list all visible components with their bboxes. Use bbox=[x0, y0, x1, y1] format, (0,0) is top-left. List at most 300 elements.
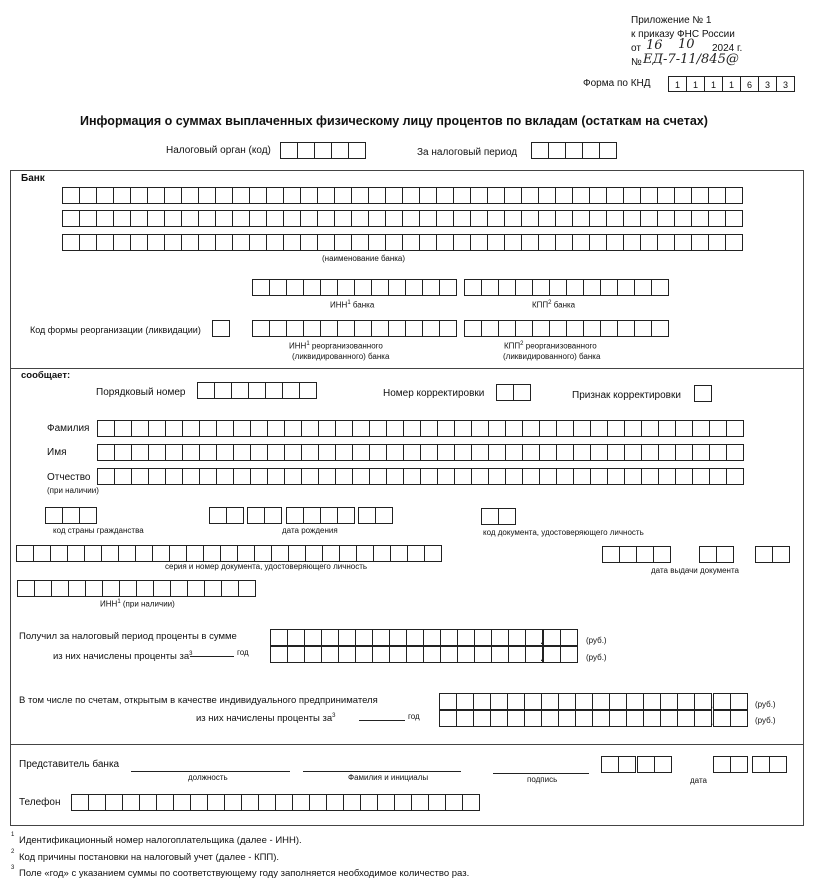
entry-cell[interactable] bbox=[620, 546, 637, 563]
entry-cell[interactable] bbox=[344, 794, 361, 811]
entry-cell[interactable] bbox=[726, 210, 743, 227]
entry-cell[interactable] bbox=[338, 507, 355, 524]
entry-cell[interactable] bbox=[542, 710, 559, 727]
entry-cell[interactable] bbox=[85, 545, 102, 562]
entry-cell[interactable] bbox=[374, 545, 391, 562]
entry-cell[interactable] bbox=[106, 794, 123, 811]
entry-cell[interactable] bbox=[491, 710, 508, 727]
entry-cell[interactable] bbox=[488, 234, 505, 251]
entry-cell[interactable] bbox=[675, 210, 692, 227]
entry-cell[interactable] bbox=[287, 279, 304, 296]
entry-cell[interactable] bbox=[285, 444, 302, 461]
entry-cell[interactable] bbox=[642, 444, 659, 461]
entry-cell[interactable] bbox=[63, 210, 80, 227]
received-kop-cells[interactable] bbox=[543, 629, 578, 646]
entry-cell[interactable] bbox=[446, 794, 463, 811]
entry-cell[interactable] bbox=[773, 546, 790, 563]
entry-cell[interactable] bbox=[302, 444, 319, 461]
entry-cell[interactable] bbox=[272, 545, 289, 562]
doc-issue-month-cells[interactable] bbox=[699, 546, 734, 563]
entry-cell[interactable] bbox=[357, 545, 374, 562]
entry-cell[interactable] bbox=[234, 420, 251, 437]
entry-cell[interactable] bbox=[352, 234, 369, 251]
entry-cell[interactable] bbox=[404, 420, 421, 437]
accrued-year-line[interactable] bbox=[190, 656, 234, 657]
entry-cell[interactable] bbox=[523, 444, 540, 461]
entry-cell[interactable] bbox=[455, 420, 472, 437]
entry-cell[interactable] bbox=[726, 187, 743, 204]
entry-cell[interactable] bbox=[339, 646, 356, 663]
entry-cell[interactable] bbox=[727, 468, 744, 485]
entry-cell[interactable] bbox=[249, 382, 266, 399]
entry-cell[interactable] bbox=[607, 234, 624, 251]
entry-cell[interactable] bbox=[489, 444, 506, 461]
ip-received-rub-cells[interactable] bbox=[439, 693, 712, 710]
entry-cell[interactable] bbox=[407, 646, 424, 663]
entry-cell[interactable] bbox=[423, 279, 440, 296]
entry-cell[interactable] bbox=[550, 320, 567, 337]
entry-cell[interactable] bbox=[233, 210, 250, 227]
entry-cell[interactable] bbox=[566, 142, 583, 159]
entry-cell[interactable] bbox=[174, 794, 191, 811]
entry-cell[interactable] bbox=[221, 545, 238, 562]
birth-extra-cells[interactable] bbox=[358, 507, 393, 524]
entry-cell[interactable] bbox=[373, 629, 390, 646]
entry-cell[interactable] bbox=[638, 756, 655, 773]
entry-cell[interactable] bbox=[472, 468, 489, 485]
entry-cell[interactable] bbox=[573, 187, 590, 204]
entry-cell[interactable] bbox=[267, 187, 284, 204]
entry-cell[interactable] bbox=[327, 794, 344, 811]
entry-cell[interactable] bbox=[251, 420, 268, 437]
entry-cell[interactable] bbox=[658, 210, 675, 227]
entry-cell[interactable] bbox=[522, 210, 539, 227]
entry-cell[interactable] bbox=[574, 468, 591, 485]
entry-cell[interactable] bbox=[457, 710, 474, 727]
entry-cell[interactable] bbox=[298, 142, 315, 159]
entry-cell[interactable] bbox=[283, 382, 300, 399]
entry-cell[interactable] bbox=[97, 234, 114, 251]
entry-cell[interactable] bbox=[305, 629, 322, 646]
entry-cell[interactable] bbox=[403, 210, 420, 227]
entry-cell[interactable] bbox=[287, 320, 304, 337]
entry-cell[interactable] bbox=[98, 444, 115, 461]
entry-cell[interactable] bbox=[267, 234, 284, 251]
entry-cell[interactable] bbox=[304, 279, 321, 296]
entry-cell[interactable] bbox=[386, 187, 403, 204]
position-line[interactable] bbox=[131, 771, 290, 772]
entry-cell[interactable] bbox=[166, 468, 183, 485]
entry-cell[interactable] bbox=[583, 142, 600, 159]
entry-cell[interactable] bbox=[46, 507, 63, 524]
bank-name-row-1[interactable] bbox=[62, 187, 743, 204]
entry-cell[interactable] bbox=[559, 710, 576, 727]
entry-cell[interactable] bbox=[370, 444, 387, 461]
entry-cell[interactable] bbox=[301, 234, 318, 251]
entry-cell[interactable] bbox=[540, 468, 557, 485]
entry-cell[interactable] bbox=[370, 468, 387, 485]
entry-cell[interactable] bbox=[475, 646, 492, 663]
entry-cell[interactable] bbox=[505, 187, 522, 204]
entry-cell[interactable] bbox=[216, 210, 233, 227]
entry-cell[interactable] bbox=[550, 279, 567, 296]
fio-line[interactable] bbox=[303, 771, 461, 772]
doc-code-cells[interactable] bbox=[481, 508, 516, 525]
entry-cell[interactable] bbox=[250, 210, 267, 227]
entry-cell[interactable] bbox=[361, 794, 378, 811]
entry-cell[interactable] bbox=[336, 420, 353, 437]
entry-cell[interactable] bbox=[305, 646, 322, 663]
bank-kpp-cells[interactable] bbox=[464, 279, 669, 296]
correction-flag-cell[interactable] bbox=[694, 385, 712, 402]
entry-cell[interactable] bbox=[370, 420, 387, 437]
entry-cell[interactable] bbox=[627, 710, 644, 727]
sign-date-extra-cells[interactable] bbox=[752, 756, 787, 773]
reorg-inn-cells[interactable] bbox=[252, 320, 457, 337]
entry-cell[interactable] bbox=[369, 187, 386, 204]
entry-cell[interactable] bbox=[63, 187, 80, 204]
entry-cell[interactable] bbox=[455, 468, 472, 485]
entry-cell[interactable] bbox=[352, 210, 369, 227]
entry-cell[interactable] bbox=[353, 468, 370, 485]
entry-cell[interactable] bbox=[471, 234, 488, 251]
entry-cell[interactable] bbox=[661, 710, 678, 727]
entry-cell[interactable] bbox=[287, 507, 304, 524]
doc-issue-year-cells[interactable] bbox=[602, 546, 671, 563]
entry-cell[interactable] bbox=[676, 444, 693, 461]
entry-cell[interactable] bbox=[506, 444, 523, 461]
entry-cell[interactable] bbox=[516, 320, 533, 337]
entry-cell[interactable] bbox=[533, 279, 550, 296]
entry-cell[interactable] bbox=[233, 187, 250, 204]
entry-cell[interactable] bbox=[338, 279, 355, 296]
accrued-rub-cells[interactable] bbox=[270, 646, 543, 663]
entry-cell[interactable] bbox=[692, 187, 709, 204]
entry-cell[interactable] bbox=[149, 420, 166, 437]
entry-cell[interactable] bbox=[454, 210, 471, 227]
entry-cell[interactable] bbox=[103, 580, 120, 597]
entry-cell[interactable] bbox=[284, 210, 301, 227]
entry-cell[interactable] bbox=[642, 468, 659, 485]
entry-cell[interactable] bbox=[182, 187, 199, 204]
entry-cell[interactable] bbox=[136, 545, 153, 562]
entry-cell[interactable] bbox=[573, 210, 590, 227]
entry-cell[interactable] bbox=[659, 468, 676, 485]
entry-cell[interactable] bbox=[200, 468, 217, 485]
entry-cell[interactable] bbox=[557, 468, 574, 485]
entry-cell[interactable] bbox=[285, 468, 302, 485]
entry-cell[interactable] bbox=[610, 710, 627, 727]
entry-cell[interactable] bbox=[710, 444, 727, 461]
entry-cell[interactable] bbox=[265, 507, 282, 524]
entry-cell[interactable] bbox=[471, 210, 488, 227]
entry-cell[interactable] bbox=[395, 794, 412, 811]
entry-cell[interactable] bbox=[567, 279, 584, 296]
entry-cell[interactable] bbox=[253, 279, 270, 296]
entry-cell[interactable] bbox=[213, 320, 230, 337]
birth-year-cells[interactable] bbox=[286, 507, 355, 524]
entry-cell[interactable] bbox=[319, 468, 336, 485]
entry-cell[interactable] bbox=[652, 320, 669, 337]
entry-cell[interactable] bbox=[492, 629, 509, 646]
entry-cell[interactable] bbox=[97, 187, 114, 204]
entry-cell[interactable] bbox=[251, 444, 268, 461]
entry-cell[interactable] bbox=[200, 444, 217, 461]
entry-cell[interactable] bbox=[539, 210, 556, 227]
entry-cell[interactable] bbox=[482, 320, 499, 337]
entry-cell[interactable] bbox=[300, 382, 317, 399]
entry-cell[interactable] bbox=[319, 420, 336, 437]
entry-cell[interactable] bbox=[658, 234, 675, 251]
entry-cell[interactable] bbox=[505, 210, 522, 227]
entry-cell[interactable] bbox=[522, 234, 539, 251]
entry-cell[interactable] bbox=[72, 794, 89, 811]
entry-cell[interactable] bbox=[114, 210, 131, 227]
entry-cell[interactable] bbox=[584, 279, 601, 296]
entry-cell[interactable] bbox=[115, 468, 132, 485]
entry-cell[interactable] bbox=[165, 234, 182, 251]
entry-cell[interactable] bbox=[132, 420, 149, 437]
entry-cell[interactable] bbox=[267, 210, 284, 227]
entry-cell[interactable] bbox=[63, 234, 80, 251]
entry-cell[interactable] bbox=[216, 234, 233, 251]
bank-name-row-2[interactable] bbox=[62, 210, 743, 227]
entry-cell[interactable] bbox=[693, 420, 710, 437]
entry-cell[interactable] bbox=[731, 693, 748, 710]
entry-cell[interactable] bbox=[499, 320, 516, 337]
entry-cell[interactable] bbox=[171, 580, 188, 597]
entry-cell[interactable] bbox=[319, 444, 336, 461]
entry-cell[interactable] bbox=[406, 320, 423, 337]
entry-cell[interactable] bbox=[525, 693, 542, 710]
entry-cell[interactable] bbox=[641, 234, 658, 251]
entry-cell[interactable] bbox=[18, 580, 35, 597]
entry-cell[interactable] bbox=[676, 468, 693, 485]
entry-cell[interactable] bbox=[355, 279, 372, 296]
entry-cell[interactable] bbox=[302, 420, 319, 437]
entry-cell[interactable] bbox=[523, 468, 540, 485]
entry-cell[interactable] bbox=[210, 507, 227, 524]
entry-cell[interactable] bbox=[709, 234, 726, 251]
entry-cell[interactable] bbox=[268, 468, 285, 485]
entry-cell[interactable] bbox=[97, 210, 114, 227]
entry-cell[interactable] bbox=[437, 187, 454, 204]
entry-cell[interactable] bbox=[522, 187, 539, 204]
entry-cell[interactable] bbox=[80, 187, 97, 204]
signature-line[interactable] bbox=[493, 773, 589, 774]
birth-day-cells[interactable] bbox=[209, 507, 244, 524]
entry-cell[interactable] bbox=[709, 187, 726, 204]
entry-cell[interactable] bbox=[753, 756, 770, 773]
entry-cell[interactable] bbox=[321, 320, 338, 337]
entry-cell[interactable] bbox=[251, 468, 268, 485]
entry-cell[interactable] bbox=[352, 187, 369, 204]
entry-cell[interactable] bbox=[310, 794, 327, 811]
entry-cell[interactable] bbox=[437, 234, 454, 251]
entry-cell[interactable] bbox=[270, 320, 287, 337]
entry-cell[interactable] bbox=[727, 444, 744, 461]
entry-cell[interactable] bbox=[353, 444, 370, 461]
entry-cell[interactable] bbox=[369, 234, 386, 251]
entry-cell[interactable] bbox=[119, 545, 136, 562]
entry-cell[interactable] bbox=[429, 794, 446, 811]
entry-cell[interactable] bbox=[601, 279, 618, 296]
entry-cell[interactable] bbox=[51, 545, 68, 562]
entry-cell[interactable] bbox=[709, 210, 726, 227]
ip-year-line[interactable] bbox=[359, 720, 405, 721]
entry-cell[interactable] bbox=[68, 545, 85, 562]
entry-cell[interactable] bbox=[440, 320, 457, 337]
entry-cell[interactable] bbox=[561, 629, 578, 646]
entry-cell[interactable] bbox=[248, 507, 265, 524]
entry-cell[interactable] bbox=[624, 187, 641, 204]
entry-cell[interactable] bbox=[293, 794, 310, 811]
entry-cell[interactable] bbox=[678, 710, 695, 727]
entry-cell[interactable] bbox=[225, 794, 242, 811]
entry-cell[interactable] bbox=[420, 234, 437, 251]
entry-cell[interactable] bbox=[499, 508, 516, 525]
entry-cell[interactable] bbox=[349, 142, 366, 159]
entry-cell[interactable] bbox=[661, 693, 678, 710]
entry-cell[interactable] bbox=[198, 382, 215, 399]
entry-cell[interactable] bbox=[627, 693, 644, 710]
entry-cell[interactable] bbox=[242, 794, 259, 811]
entry-cell[interactable] bbox=[559, 693, 576, 710]
entry-cell[interactable] bbox=[187, 545, 204, 562]
entry-cell[interactable] bbox=[149, 468, 166, 485]
entry-cell[interactable] bbox=[675, 234, 692, 251]
entry-cell[interactable] bbox=[17, 545, 34, 562]
entry-cell[interactable] bbox=[157, 794, 174, 811]
entry-cell[interactable] bbox=[678, 693, 695, 710]
entry-cell[interactable] bbox=[391, 545, 408, 562]
person-inn-cells[interactable] bbox=[17, 580, 256, 597]
entry-cell[interactable] bbox=[591, 468, 608, 485]
entry-cell[interactable] bbox=[372, 279, 389, 296]
entry-cell[interactable] bbox=[440, 693, 457, 710]
entry-cell[interactable] bbox=[482, 508, 499, 525]
entry-cell[interactable] bbox=[539, 234, 556, 251]
entry-cell[interactable] bbox=[389, 279, 406, 296]
entry-cell[interactable] bbox=[281, 142, 298, 159]
entry-cell[interactable] bbox=[601, 320, 618, 337]
entry-cell[interactable] bbox=[148, 187, 165, 204]
entry-cell[interactable] bbox=[438, 468, 455, 485]
entry-cell[interactable] bbox=[625, 444, 642, 461]
entry-cell[interactable] bbox=[574, 420, 591, 437]
entry-cell[interactable] bbox=[52, 580, 69, 597]
entry-cell[interactable] bbox=[98, 420, 115, 437]
entry-cell[interactable] bbox=[288, 629, 305, 646]
entry-cell[interactable] bbox=[276, 794, 293, 811]
entry-cell[interactable] bbox=[140, 794, 157, 811]
entry-cell[interactable] bbox=[63, 507, 80, 524]
entry-cell[interactable] bbox=[322, 629, 339, 646]
entry-cell[interactable] bbox=[234, 444, 251, 461]
entry-cell[interactable] bbox=[607, 187, 624, 204]
entry-cell[interactable] bbox=[89, 794, 106, 811]
entry-cell[interactable] bbox=[115, 420, 132, 437]
entry-cell[interactable] bbox=[322, 646, 339, 663]
entry-cell[interactable] bbox=[455, 444, 472, 461]
entry-cell[interactable] bbox=[644, 710, 661, 727]
entry-cell[interactable] bbox=[271, 646, 288, 663]
entry-cell[interactable] bbox=[424, 646, 441, 663]
entry-cell[interactable] bbox=[259, 794, 276, 811]
entry-cell[interactable] bbox=[183, 468, 200, 485]
entry-cell[interactable] bbox=[619, 756, 636, 773]
entry-cell[interactable] bbox=[635, 279, 652, 296]
sign-date-year-cells[interactable] bbox=[713, 756, 748, 773]
entry-cell[interactable] bbox=[499, 279, 516, 296]
entry-cell[interactable] bbox=[465, 320, 482, 337]
entry-cell[interactable] bbox=[356, 629, 373, 646]
entry-cell[interactable] bbox=[700, 546, 717, 563]
entry-cell[interactable] bbox=[304, 320, 321, 337]
entry-cell[interactable] bbox=[514, 384, 531, 401]
entry-cell[interactable] bbox=[165, 187, 182, 204]
entry-cell[interactable] bbox=[387, 420, 404, 437]
entry-cell[interactable] bbox=[268, 444, 285, 461]
sign-date-month-cells[interactable] bbox=[637, 756, 672, 773]
entry-cell[interactable] bbox=[652, 279, 669, 296]
entry-cell[interactable] bbox=[204, 545, 221, 562]
accrued-kop-cells[interactable] bbox=[543, 646, 578, 663]
entry-cell[interactable] bbox=[153, 545, 170, 562]
entry-cell[interactable] bbox=[438, 420, 455, 437]
entry-cell[interactable] bbox=[454, 187, 471, 204]
entry-cell[interactable] bbox=[475, 629, 492, 646]
entry-cell[interactable] bbox=[336, 468, 353, 485]
entry-cell[interactable] bbox=[420, 210, 437, 227]
entry-cell[interactable] bbox=[131, 234, 148, 251]
entry-cell[interactable] bbox=[557, 420, 574, 437]
entry-cell[interactable] bbox=[584, 320, 601, 337]
entry-cell[interactable] bbox=[234, 468, 251, 485]
entry-cell[interactable] bbox=[386, 210, 403, 227]
entry-cell[interactable] bbox=[34, 545, 51, 562]
ip-accrued-kop-cells[interactable] bbox=[713, 710, 748, 727]
entry-cell[interactable] bbox=[183, 420, 200, 437]
entry-cell[interactable] bbox=[424, 629, 441, 646]
entry-cell[interactable] bbox=[463, 794, 480, 811]
entry-cell[interactable] bbox=[120, 580, 137, 597]
entry-cell[interactable] bbox=[506, 468, 523, 485]
entry-cell[interactable] bbox=[182, 234, 199, 251]
patronymic-cells[interactable] bbox=[97, 468, 744, 485]
tax-authority-cells[interactable] bbox=[280, 142, 366, 159]
entry-cell[interactable] bbox=[102, 545, 119, 562]
entry-cell[interactable] bbox=[340, 545, 357, 562]
entry-cell[interactable] bbox=[714, 710, 731, 727]
entry-cell[interactable] bbox=[199, 210, 216, 227]
entry-cell[interactable] bbox=[403, 234, 420, 251]
entry-cell[interactable] bbox=[301, 210, 318, 227]
entry-cell[interactable] bbox=[285, 420, 302, 437]
entry-cell[interactable] bbox=[508, 710, 525, 727]
entry-cell[interactable] bbox=[421, 468, 438, 485]
entry-cell[interactable] bbox=[770, 756, 787, 773]
entry-cell[interactable] bbox=[407, 629, 424, 646]
surname-cells[interactable] bbox=[97, 420, 744, 437]
entry-cell[interactable] bbox=[637, 546, 654, 563]
entry-cell[interactable] bbox=[454, 234, 471, 251]
entry-cell[interactable] bbox=[114, 187, 131, 204]
entry-cell[interactable] bbox=[217, 444, 234, 461]
entry-cell[interactable] bbox=[421, 420, 438, 437]
entry-cell[interactable] bbox=[591, 420, 608, 437]
entry-cell[interactable] bbox=[356, 646, 373, 663]
